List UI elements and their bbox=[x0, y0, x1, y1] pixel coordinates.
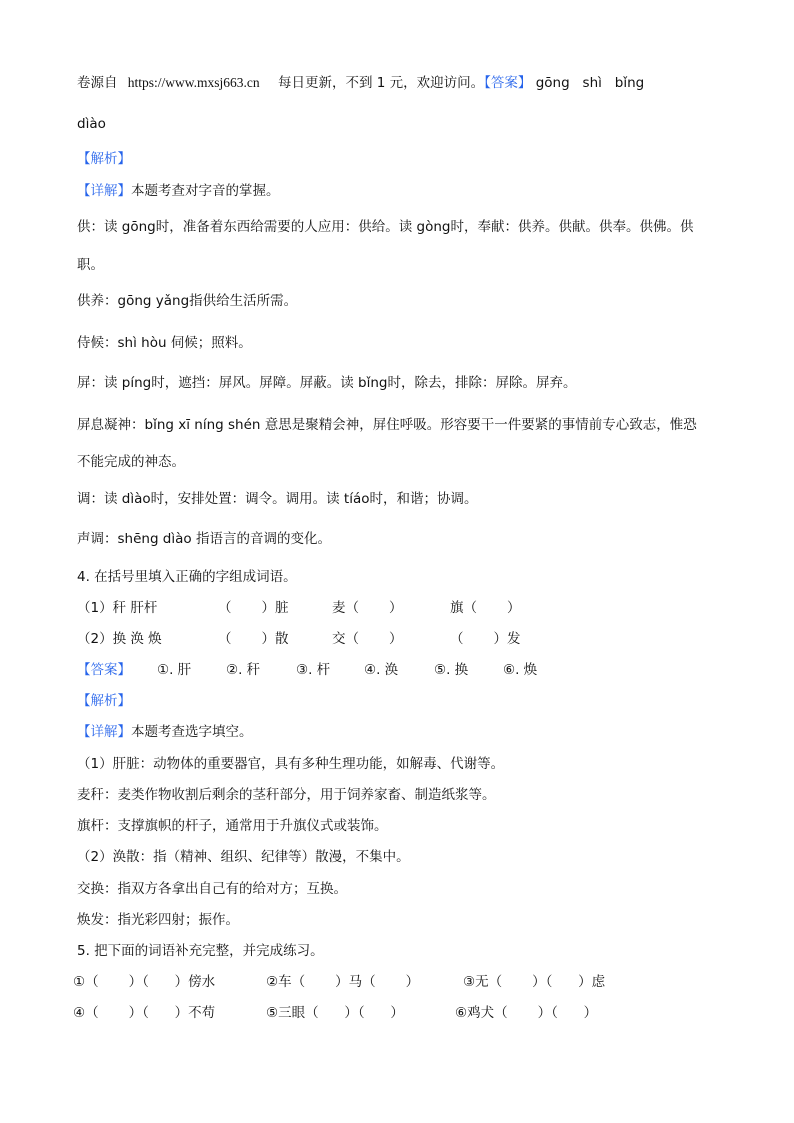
q4-blank[interactable]: 麦（ ） bbox=[332, 600, 403, 616]
q5-item[interactable]: ②车（ ）马（ ） bbox=[266, 974, 420, 990]
detail-text: 本题考查对字音的掌握。 bbox=[131, 183, 280, 199]
q4-detail-line bbox=[77, 723, 734, 741]
q4-answer-label: 【答案】 bbox=[77, 662, 131, 678]
question-5-title: 5. 把下面的词语补充完整，并完成练习。 bbox=[77, 943, 324, 959]
q3-line: 调：读 dìào时，安排处置：调令。调用。读 tíáo时，和谐；协调。 bbox=[77, 491, 478, 507]
q4-answer: ④. 涣 bbox=[364, 662, 399, 678]
q4-blank[interactable]: 旗（ ） bbox=[450, 600, 521, 616]
q4-line: （2）涣散：指（精神、组织、纪律等）散漫，不集中。 bbox=[77, 849, 410, 865]
q4-blank[interactable]: （ ）散 bbox=[218, 631, 289, 647]
q4-detail-text: 本题考查选字填空。 bbox=[131, 724, 253, 740]
q5-item[interactable]: ④（ ）（ ）不苟 bbox=[73, 1005, 216, 1021]
q3-line: 供：读 gōng时，准备着东西给需要的人应用：供给。读 gòng时，奉献：供养。供献。供奉。供佛。供 bbox=[77, 219, 694, 235]
question-4-title: 4. 在括号里填入正确的字组成词语。 bbox=[77, 569, 297, 585]
site-notice: 每日更新，不到 1 元，欢迎访问。 bbox=[277, 75, 485, 91]
q4-answer: ⑥. 焕 bbox=[503, 662, 538, 678]
header-line bbox=[77, 74, 734, 92]
source-prefix: 卷源自 bbox=[77, 75, 118, 91]
q4-line: 麦秆：麦类作物收割后剩余的茎秆部分，用于饲养家畜、制造纸浆等。 bbox=[77, 787, 496, 803]
q4-row1-label: （1）秆 肝杆 bbox=[77, 600, 158, 616]
q3-line: 声调：shēng dìào 指语言的音调的变化。 bbox=[77, 531, 331, 547]
q4-analysis-label: 【解析】 bbox=[77, 693, 131, 709]
detail-line bbox=[77, 182, 734, 200]
q5-item[interactable]: ③无（ ）（ ）虑 bbox=[463, 974, 606, 990]
q4-blank[interactable]: 交（ ） bbox=[332, 631, 403, 647]
source-url[interactable]: https://www.mxsj663.cn bbox=[127, 75, 260, 90]
q4-row2-label: （2）换 涣 焕 bbox=[77, 631, 162, 647]
q4-blank[interactable]: （ ）发 bbox=[450, 631, 521, 647]
analysis-label: 【解析】 bbox=[77, 151, 131, 167]
q4-line: 焕发：指光彩四射；振作。 bbox=[77, 912, 239, 928]
q4-blank[interactable]: （ ）脏 bbox=[218, 600, 289, 616]
q5-item[interactable]: ⑥鸡犬（ ）（ ） bbox=[455, 1005, 598, 1021]
q4-line: 交换：指双方各拿出自己有的给对方；互换。 bbox=[77, 881, 347, 897]
q4-answer: ②. 秆 bbox=[226, 662, 261, 678]
answer-continuation: dìào bbox=[77, 116, 106, 132]
q3-line: 屏息凝神：bǐng xī níng shén 意思是聚精会神，屏住呼吸。形容要干一件要紧的事情前专心致志，惟恐 bbox=[77, 417, 697, 433]
q3-line: 供养：gōng yǎng指供给生活所需。 bbox=[77, 293, 298, 309]
q4-answer: ③. 杆 bbox=[296, 662, 331, 678]
answer-pinyin: gōng shì bǐng bbox=[535, 75, 645, 91]
q3-line: 屏：读 píng时，遮挡：屏风。屏障。屏蔽。读 bǐng时，除去，排除：屏除。屏弃。 bbox=[77, 375, 577, 391]
q4-detail-label: 【详解】 bbox=[77, 724, 131, 740]
q3-line: 不能完成的神态。 bbox=[77, 454, 185, 470]
q4-line: （1）肝脏：动物体的重要器官，具有多种生理功能，如解毒、代谢等。 bbox=[77, 756, 505, 772]
q4-answer: ⑤. 换 bbox=[434, 662, 469, 678]
detail-label: 【详解】 bbox=[77, 183, 131, 199]
q5-item[interactable]: ①（ ）（ ）傍水 bbox=[73, 974, 216, 990]
q5-item[interactable]: ⑤三眼（ ）（ ） bbox=[266, 1005, 404, 1021]
q4-answer: ①. 肝 bbox=[157, 662, 192, 678]
q3-line: 侍候：shì hòu 伺候；照料。 bbox=[77, 335, 252, 351]
answer-label: 【答案】 bbox=[484, 75, 532, 91]
q3-line: 职。 bbox=[77, 257, 104, 273]
q4-line: 旗杆：支撑旗帜的杆子，通常用于升旗仪式或装饰。 bbox=[77, 818, 388, 834]
